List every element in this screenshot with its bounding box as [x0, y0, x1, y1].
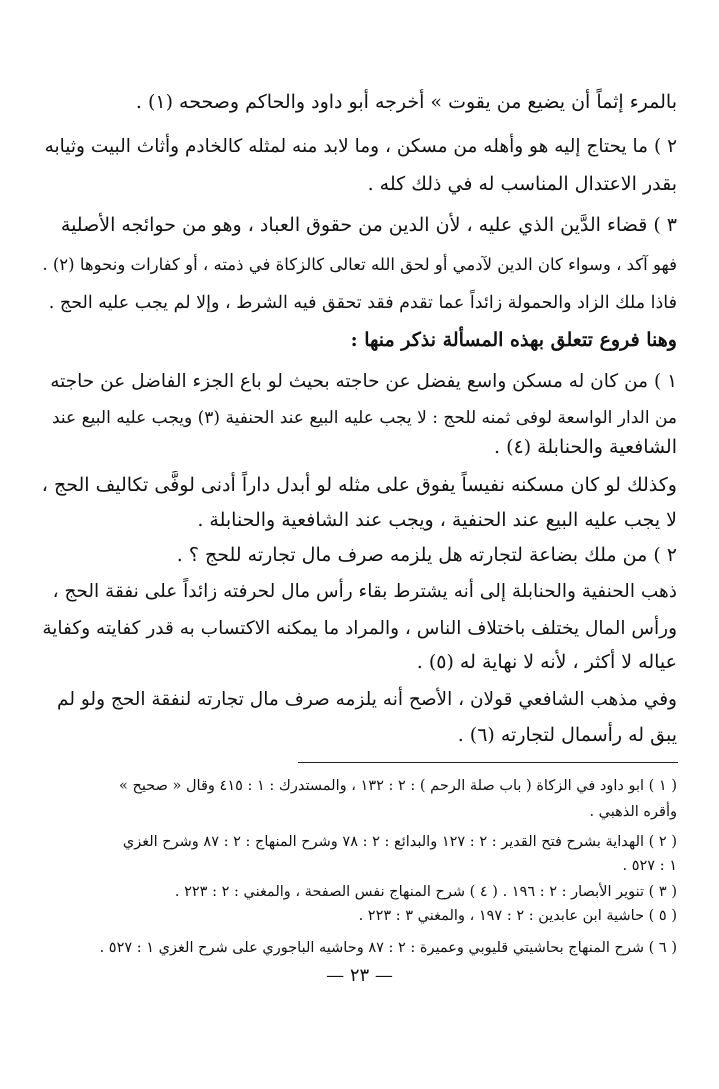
- body-line: فاذا ملك الزاد والحمولة زائداً عما تقدم فقد تحقق فيه الشرط ، وإلا لم يجب عليه الحج .: [48, 293, 677, 313]
- body-line: ١ ) من كان له مسكن واسع يفضل عن حاجته بحيث لو باع الجزء الفاضل عن حاجته: [50, 371, 677, 392]
- footnote: ( ٢ ) الهداية بشرح فتح القدير : ٢ : ١٢٧ والبدائع : ٢ : ٧٨ وشرح المنهاج : ٢ : ٨٧ وشرح الغزي: [122, 834, 677, 850]
- body-line: وكذلك لو كان مسكنه نفيساً يفوق على مثله لو أبدل داراً أدنى لوفَّى تكاليف الحج ،: [42, 474, 677, 496]
- body-line: من الدار الواسعة لوفى ثمنه للحج : لا يجب عليه البيع عند الحنفية (٣) ويجب عليه البيع عند: [52, 408, 677, 428]
- body-line: بالمرء إثماً أن يضيع من يقوت » أخرجه أبو داود والحاكم وصححه (١) .: [135, 91, 677, 113]
- footnote: وأقره الذهبي .: [589, 804, 677, 820]
- footnote: ( ٦ ) شرح المنهاج بحاشيتي قليوبي وعميرة : ٢ : ٨٧ وحاشيه الباجوري على شرح الغزي ١ : ٥٢٧ .: [99, 940, 677, 956]
- body-line: يبق له رأسمال لتجارته (٦) .: [457, 724, 677, 746]
- page-number: — ٢٣ —: [326, 965, 393, 986]
- body-line: وفي مذهب الشافعي قولان ، الأصح أنه يلزمه صرف مال تجارته لنفقة الحج ولو لم: [57, 689, 677, 710]
- body-line: فهو آكد ، وسواء كان الدين لآدمي أو لحق الله تعالى كالزكاة في ذمته ، أو كفارات ونحوها (٢) .: [42, 255, 677, 274]
- footnote: ١ : ٥٢٧ .: [622, 858, 677, 874]
- body-line: عياله لا أكثر ، لأنه لا نهاية له (٥) .: [416, 651, 677, 673]
- body-line: لا يجب عليه البيع عند الحنفية ، ويجب عند الشافعية والحنابلة .: [197, 509, 677, 531]
- footnote: ( ١ ) ابو داود في الزكاة ( باب صلة الرحم ) : ٢ : ١٣٢ ، والمستدرك : ١ : ٤١٥ وقال « صحيح »: [119, 778, 677, 794]
- body-line: ٢ ) ما يحتاج إليه هو وأهله من مسكن ، وما لابد منه لمثله كالخادم وأثاث البيت وثيابه: [44, 136, 677, 157]
- body-line: ٢ ) من ملك بضاعة لتجارته هل يلزمه صرف مال تجارته للحج ؟ .: [176, 544, 677, 566]
- footnote-separator: [298, 762, 678, 763]
- section-heading: وهنا فروع تتعلق بهذه المسألة نذكر منها :: [350, 329, 677, 351]
- body-line: بقدر الاعتدال المناسب له في ذلك كله .: [367, 173, 677, 195]
- body-line: ٣ ) قضاء الدَّين الذي عليه ، لأن الدين من حقوق العباد ، وهو من حوائجه الأصلية: [60, 214, 677, 236]
- body-line: الشافعية والحنابلة (٤) .: [494, 436, 677, 458]
- footnote: ( ٣ ) تنوير الأبصار : ٢ : ١٩٦ . ( ٤ ) شرح المنهاج نفس الصفحة ، والمغني : ٢ : ٢٢٣ .: [174, 884, 677, 900]
- body-line: ذهب الحنفية والحنابلة إلى أنه يشترط بقاء رأس مال لحرفته زائداً على نفقة الحج ،: [52, 581, 677, 602]
- footnote: ( ٥ ) حاشية ابن عابدين : ٢ : ١٩٧ ، والمغني ٣ : ٢٢٣ .: [358, 908, 677, 924]
- body-line: ورأس المال يختلف باختلاف الناس ، والمراد ما يمكنه الاكتساب به قدر كفايته وكفاية: [42, 618, 677, 639]
